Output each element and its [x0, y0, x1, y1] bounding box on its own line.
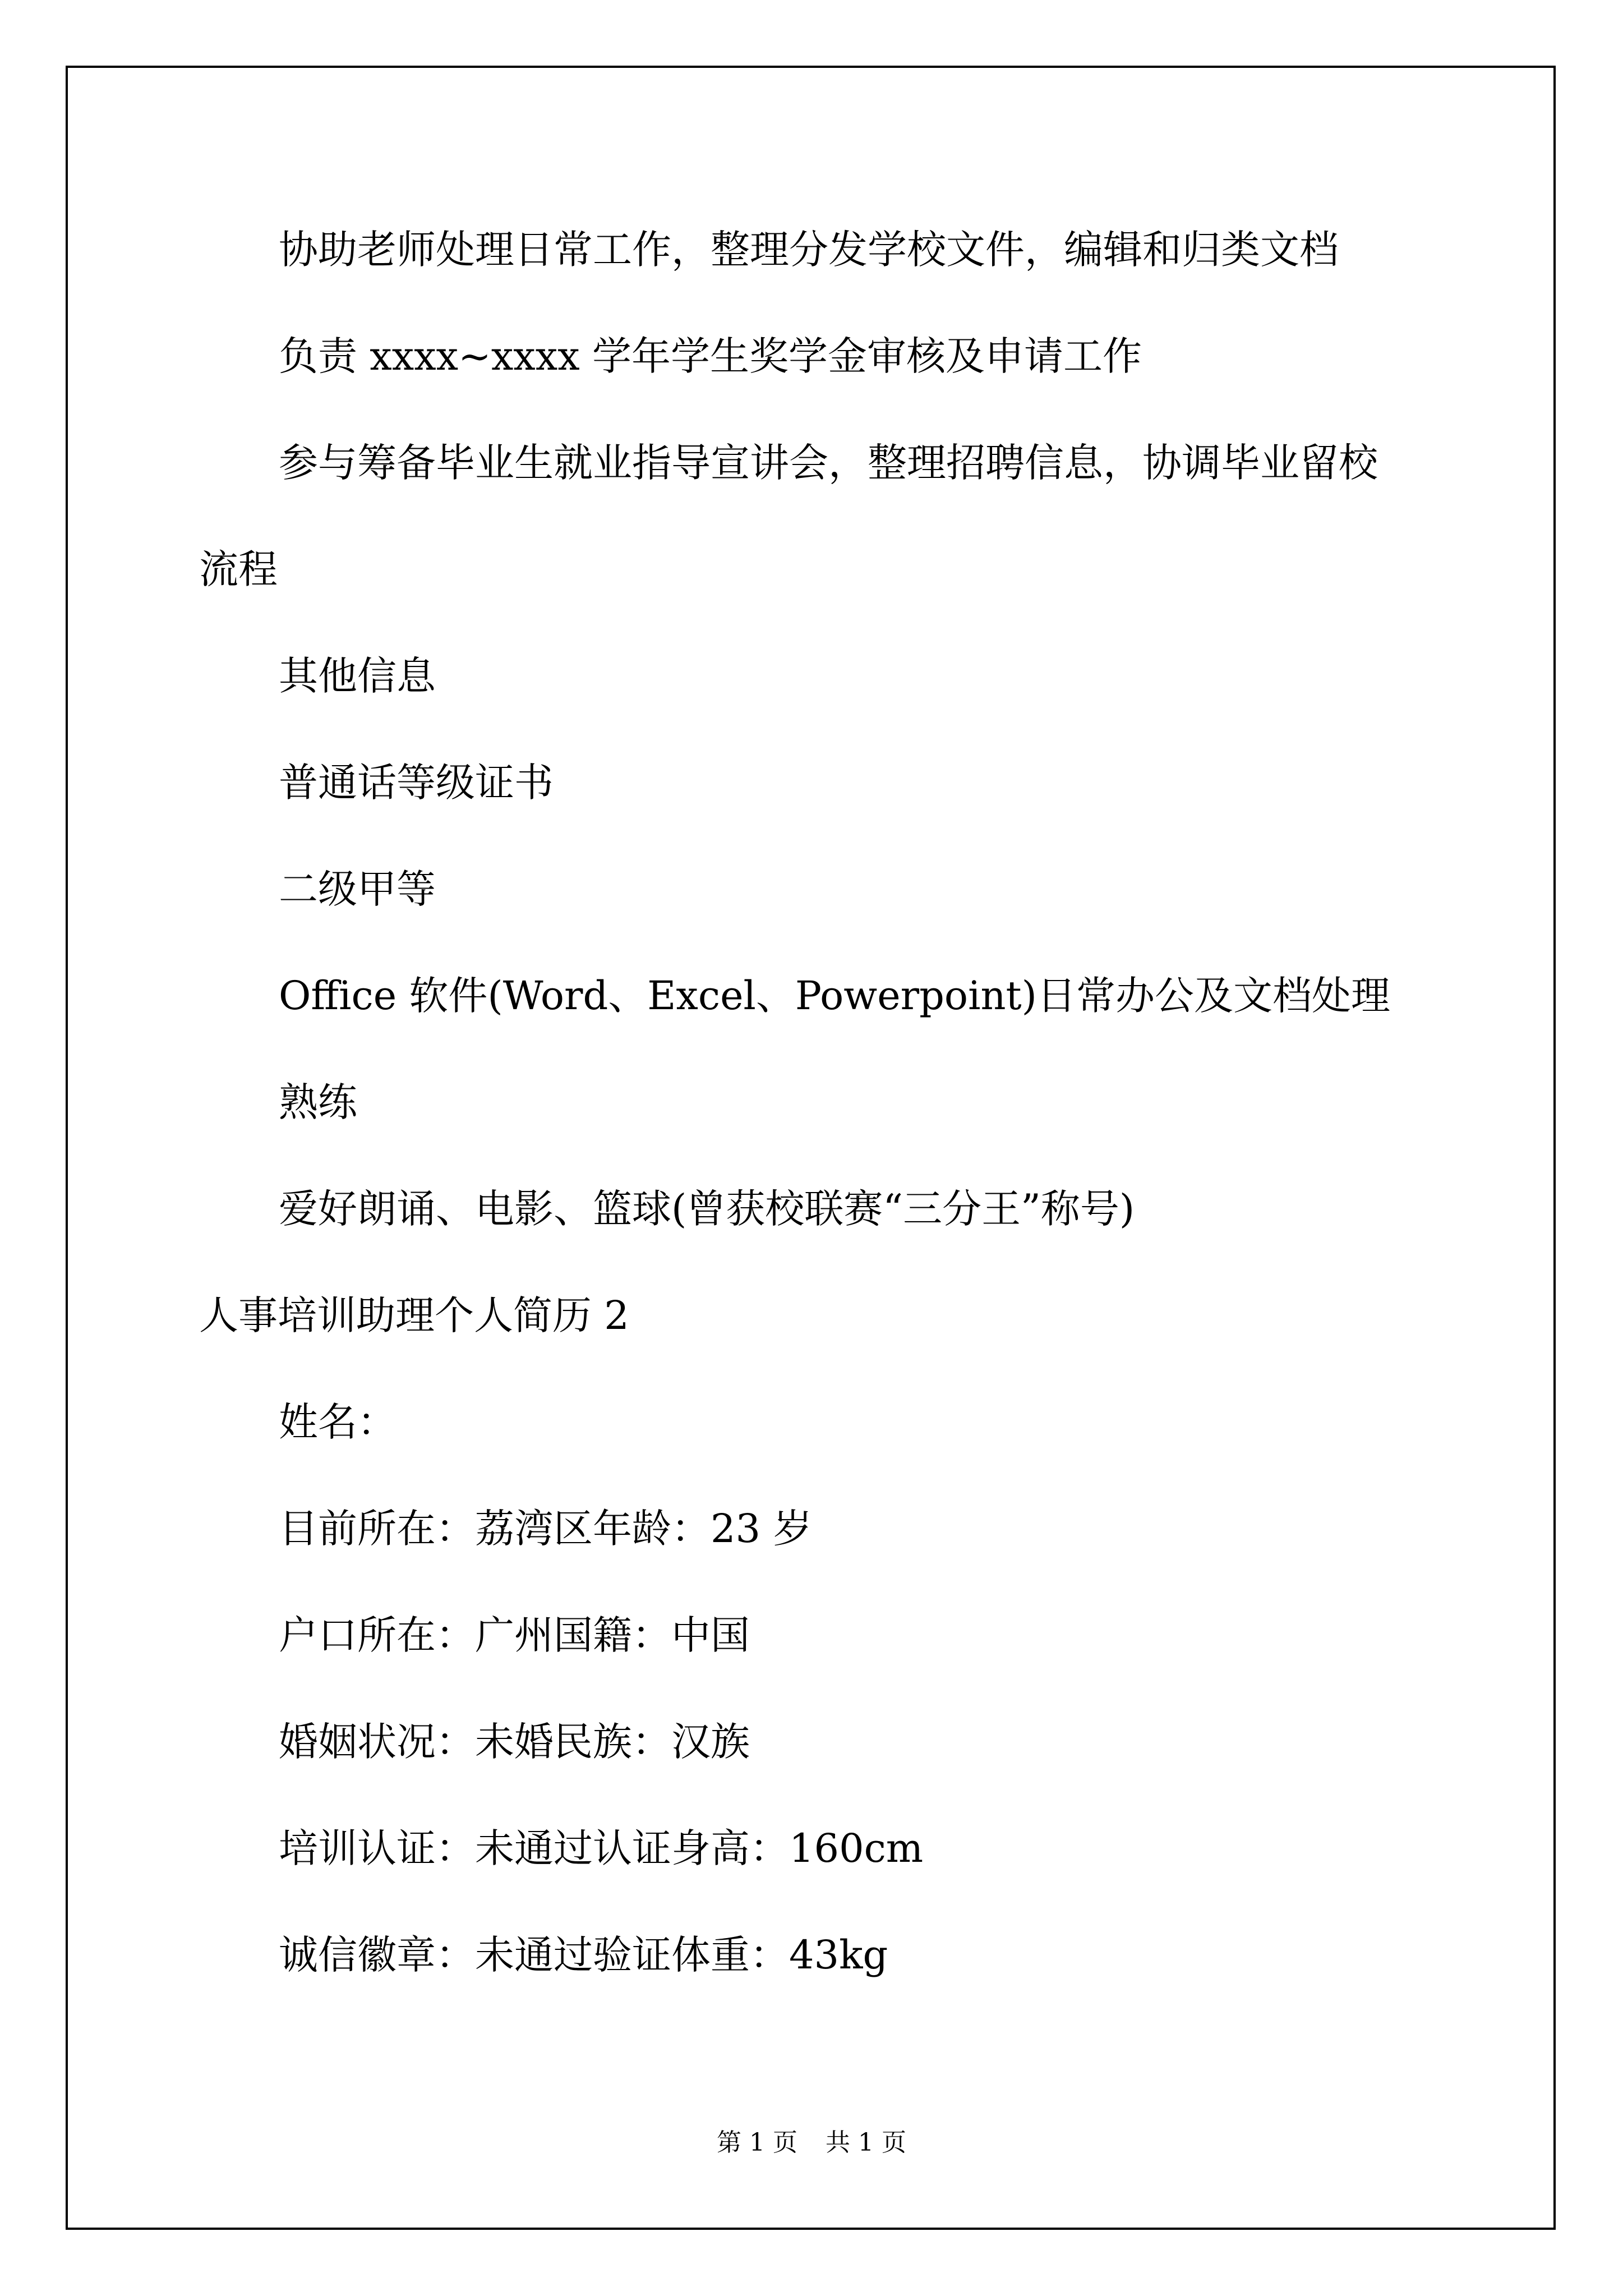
- text-line: 二级甲等: [279, 866, 436, 912]
- text-line: 流程: [199, 546, 278, 592]
- text-line: 爱好朗诵、电影、篮球(曾获校联赛“三分王”称号): [279, 1186, 1135, 1232]
- section-heading-other-info: 其他信息: [279, 653, 436, 699]
- text-line: 参与筹备毕业生就业指导宣讲会，整理招聘信息，协调毕业留校: [279, 440, 1378, 486]
- text-line: 户口所在：广州国籍：中国: [279, 1612, 750, 1658]
- text-line: 协助老师处理日常工作，整理分发学校文件，编辑和归类文档: [279, 227, 1339, 273]
- page-count: 共 1 页: [826, 2128, 906, 2157]
- resume-title: 人事培训助理个人简历 2: [199, 1292, 629, 1338]
- text-line: 婚姻状况：未婚民族：汉族: [279, 1719, 750, 1765]
- text-line: 姓名：: [279, 1399, 396, 1445]
- text-line: 培训认证：未通过认证身高：160cm: [279, 1825, 924, 1871]
- text-line: 普通话等级证书: [279, 760, 554, 806]
- text-line: 负责 xxxx~xxxx 学年学生奖学金审核及申请工作: [279, 333, 1142, 379]
- page-footer: [0, 2126, 1623, 2160]
- text-line: Office 软件(Word、Excel、Powerpoint)日常办公及文档处理: [279, 973, 1390, 1019]
- text-line: 熟练: [279, 1079, 357, 1125]
- page-number: 第 1 页: [717, 2128, 797, 2157]
- text-line: 诚信徽章：未通过验证体重：43kg: [279, 1932, 888, 1978]
- text-line: 目前所在：荔湾区年龄：23 岁: [279, 1506, 813, 1552]
